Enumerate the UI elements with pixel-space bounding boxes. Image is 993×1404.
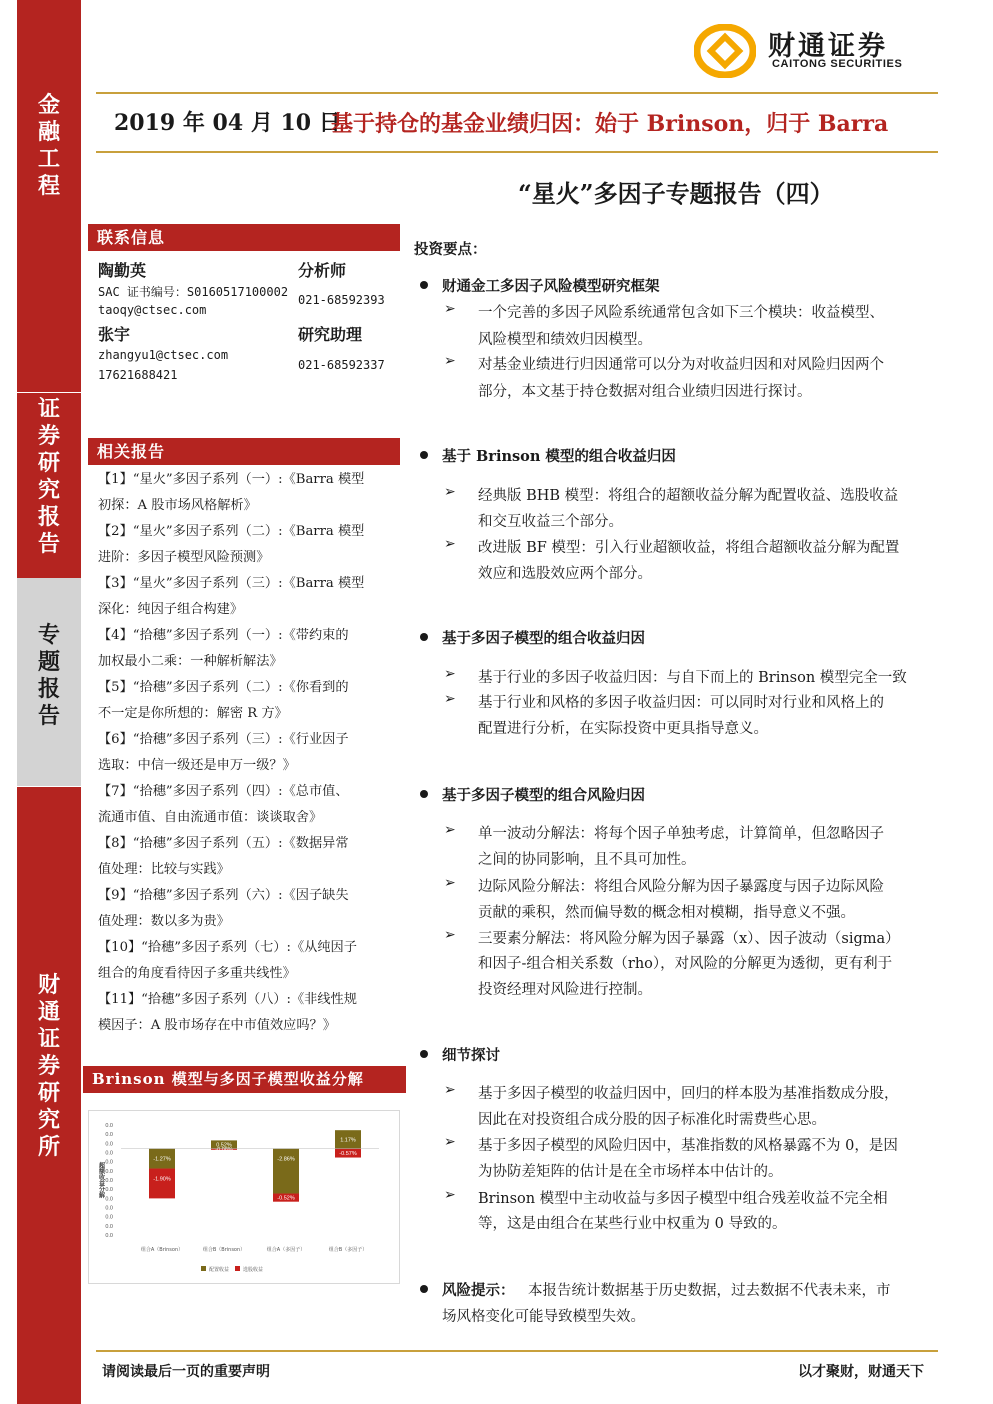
item-text: 改进版 BF 模型：引入行业超额收益，将组合超额收益分解为配置 [478, 540, 900, 556]
chart-heading: Brinson 模型与多因子模型收益分解 [83, 1066, 406, 1093]
arrow-bullet-icon: ➢ [444, 666, 456, 682]
related-report-line[interactable]: 流通市值、自由流通市值：谈谈取舍》 [98, 810, 323, 825]
chart-data-label: -1.90% [153, 1176, 171, 1183]
arrow-bullet-icon: ➢ [444, 691, 456, 707]
sidebar-text-special: 专 题 报 告 [37, 622, 60, 729]
related-report-line[interactable]: 【11】“拾穗”多因子系列（八）:《非线性规 [98, 992, 357, 1007]
related-report-line[interactable]: 选取：中信一级还是申万一级？》 [98, 758, 296, 773]
analyst-cert: SAC 证书编号：S0160517100002 [98, 285, 289, 299]
legend-swatch [201, 1266, 206, 1271]
header-bottom-rule [96, 151, 938, 153]
related-report-line[interactable]: 深化：纯因子组合构建》 [98, 602, 244, 617]
arrow-bullet-icon: ➢ [444, 927, 456, 943]
y-tick-label: 0.0 [105, 1178, 113, 1184]
related-report-line[interactable]: 加权最小二乘：一种解析解法》 [98, 654, 283, 669]
section-title-details: 细节探讨 [442, 1047, 500, 1064]
report-date: 2019 年 04 月 10 日 [114, 110, 341, 136]
section-title-framework: 财通金工多因子风险模型研究框架 [442, 278, 660, 295]
y-tick-label: 0.0 [105, 1214, 113, 1221]
company-logo [694, 22, 924, 78]
analyst-phone: 021-68592393 [298, 293, 385, 307]
footer-rule [96, 1350, 938, 1352]
item-text: 等，这是由组合在某些行业中权重为 0 导致的。 [478, 1216, 787, 1232]
chart-data-label: -0.08% [215, 1147, 233, 1154]
logo-chinese-name: 财通证券 [768, 31, 888, 62]
item-text: 边际风险分解法：将组合风险分解为因子暴露度与因子边际风险 [478, 879, 884, 895]
assistant-phone: 021-68592337 [298, 358, 385, 372]
item-text: 配置进行分析，在实际投资中更具指导意义。 [478, 721, 768, 737]
bullet-dot-icon [420, 1285, 428, 1293]
item-text: 单一波动分解法：将每个因子单独考虑，计算简单，但忽略因子 [478, 826, 884, 842]
related-reports-heading: 相关报告 [88, 438, 400, 465]
footer-slogan: 以才聚财，财通天下 [798, 1364, 924, 1380]
legend-swatch [235, 1266, 240, 1271]
item-text: 投资经理对风险进行控制。 [478, 982, 652, 998]
risk-text-line2: 场风格变化可能导致模型失效。 [442, 1309, 645, 1325]
related-report-line[interactable]: 【6】“拾穗”多因子系列（三）:《行业因子 [98, 732, 349, 747]
highlights-heading: 投资要点： [414, 241, 487, 258]
sidebar-text-finance: 金 融 工 程 [37, 92, 60, 199]
analyst-role: 分析师 [298, 261, 347, 280]
chart-data-label: -0.57% [339, 1151, 357, 1158]
arrow-bullet-icon: ➢ [444, 1134, 456, 1150]
stacked-bar-chart [89, 1111, 399, 1283]
logo-coin-icon [694, 24, 756, 78]
related-report-line[interactable]: 【1】“星火”多因子系列（一）:《Barra 模型 [98, 472, 365, 487]
item-text: 三要素分解法：将风险分解为因子暴露（x）、因子波动（sigma） [478, 931, 900, 947]
section-title-factor-return: 基于多因子模型的组合收益归因 [442, 630, 645, 647]
item-text: Brinson 模型中主动收益与多因子模型中组合残差收益不完全相 [478, 1191, 888, 1207]
related-report-line[interactable]: 【8】“拾穗”多因子系列（五）:《数据异常 [98, 836, 349, 851]
arrow-bullet-icon: ➢ [444, 822, 456, 838]
logo-english-name: CAITONG SECURITIES [772, 58, 903, 70]
x-tick-label: 组合B（Brinson） [202, 1247, 246, 1253]
related-report-line[interactable]: 【5】“拾穗”多因子系列（二）:《你看到的 [98, 680, 349, 695]
y-tick-label: 0.0 [105, 1150, 113, 1157]
section-title-brinson: 基于 Brinson 模型的组合收益归因 [442, 448, 676, 465]
chart-data-label: 1.17% [340, 1137, 356, 1144]
analyst-name: 陶勤英 [98, 261, 147, 280]
sidebar-text-research: 证 券 研 究 报 告 [37, 396, 60, 557]
related-report-line[interactable]: 值处理：比较与实践》 [98, 862, 230, 877]
x-tick-label: 组合A（Brinson） [140, 1247, 184, 1253]
item-text: 贡献的乘积，然而偏导数的概念相对模糊，指导意义不强。 [478, 905, 855, 921]
header-top-rule [96, 92, 938, 94]
risk-text-line1: 本报告统计数据基于历史数据，过去数据不代表未来，市 [528, 1283, 891, 1299]
item-text: 基于多因子模型的风险归因中，基准指数的风格暴露不为 0，是因 [478, 1138, 898, 1154]
risk-label: 风险提示： [442, 1282, 515, 1299]
analyst-email[interactable]: taoqy@ctsec.com [98, 303, 207, 317]
item-text: 为协防差矩阵的估计是在全市场样本中估计的。 [478, 1164, 783, 1180]
related-report-line[interactable]: 【7】“拾穗”多因子系列（四）:《总市值、 [98, 784, 349, 799]
item-text: 一个完善的多因子风险系统通常包含如下三个模块：收益模型、 [478, 305, 884, 321]
y-tick-label: 0.0 [105, 1123, 113, 1129]
footer-disclaimer[interactable]: 请阅读最后一页的重要声明 [102, 1364, 270, 1380]
chart-data-label: -2.86% [277, 1156, 295, 1163]
related-report-line[interactable]: 不一定是你所想的：解密 R 方》 [98, 706, 288, 721]
item-text: 之间的协同影响，且不具可加性。 [478, 852, 696, 868]
chart-bar-selection [149, 1169, 175, 1199]
chart-bar-allocation [273, 1149, 299, 1194]
arrow-bullet-icon: ➢ [444, 1187, 456, 1203]
bullet-dot-icon [420, 790, 428, 798]
assistant-name: 张宇 [98, 325, 131, 344]
y-tick-label: 0.0 [105, 1168, 113, 1175]
y-axis-label: 超额收益分解 [97, 1162, 105, 1198]
item-text: 基于多因子模型的收益归因中，回归的样本股为基准指数成分股， [478, 1086, 899, 1102]
related-report-line[interactable]: 组合的角度看待因子多重共线性》 [98, 966, 296, 981]
chart-data-label: -0.52% [277, 1195, 295, 1202]
bullet-dot-icon [420, 633, 428, 641]
item-text: 风险模型和绩效归因模型。 [478, 332, 652, 348]
arrow-bullet-icon: ➢ [444, 484, 456, 500]
assistant-mobile: 17621688421 [98, 368, 178, 382]
sidebar-text-institute: 财 通 证 券 研 究 所 [37, 972, 60, 1160]
item-text: 经典版 BHB 模型：将组合的超额收益分解为配置收益、选股收益 [478, 488, 899, 504]
item-text: 基于行业的多因子收益归因：与自下而上的 Brinson 模型完全一致 [478, 670, 907, 686]
report-title: 基于持仓的基金业绩归因：始于 Brinson，归于 Barra [331, 111, 889, 137]
related-report-line[interactable]: 值处理：数以多为贵》 [98, 914, 230, 929]
arrow-bullet-icon: ➢ [444, 1082, 456, 1098]
item-text: 因此在对投资组合成分股的因子标准化时需费些心思。 [478, 1112, 826, 1128]
bullet-dot-icon [420, 1050, 428, 1058]
arrow-bullet-icon: ➢ [444, 353, 456, 369]
arrow-bullet-icon: ➢ [444, 301, 456, 317]
related-report-line[interactable]: 进阶：多因子模型风险预测》 [98, 550, 270, 565]
item-text: 和因子-组合相关系数（rho），对风险的分解更为透彻，更有利于 [478, 956, 893, 972]
y-tick-label: 0.0 [105, 1141, 113, 1148]
report-subtitle: “星火”多因子专题报告（四） [518, 179, 834, 208]
related-report-line[interactable]: 【3】“星火”多因子系列（三）:《Barra 模型 [98, 576, 365, 591]
chart-data-label: 0.52% [216, 1142, 232, 1149]
bullet-dot-icon [420, 281, 428, 289]
y-tick-label: 0.0 [105, 1196, 113, 1203]
item-text: 效应和选股效应两个部分。 [478, 566, 652, 582]
item-text: 基于行业和风格的多因子收益归因：可以同时对行业和风格上的 [478, 695, 884, 711]
left-sidebar [17, 0, 81, 1404]
related-report-line[interactable]: 模因子：A 股市场存在中市值效应吗？》 [98, 1018, 336, 1033]
x-tick-label: 组合B（多因子） [328, 1247, 368, 1253]
assistant-email[interactable]: zhangyu1@ctsec.com [98, 348, 229, 362]
item-text: 对基金业绩进行归因通常可以分为对收益归因和对风险归因两个 [478, 357, 884, 373]
related-report-line[interactable]: 【10】“拾穗”多因子系列（七）:《从纯因子 [98, 940, 357, 955]
legend-label: 配置收益 [209, 1267, 230, 1273]
related-report-line[interactable]: 【2】“星火”多因子系列（二）:《Barra 模型 [98, 524, 365, 539]
bullet-dot-icon [420, 451, 428, 459]
y-tick-label: 0.0 [105, 1223, 113, 1230]
y-tick-label: 0.0 [105, 1159, 113, 1166]
item-text: 和交互收益三个部分。 [478, 514, 623, 530]
y-tick-label: 0.0 [105, 1205, 113, 1212]
related-reports-list [98, 467, 390, 1039]
assistant-role: 研究助理 [298, 325, 363, 344]
y-tick-label: 0.0 [105, 1132, 113, 1139]
related-report-line[interactable]: 【4】“拾穗”多因子系列（一）:《带约束的 [98, 628, 349, 643]
arrow-bullet-icon: ➢ [444, 536, 456, 552]
y-tick-label: 0.0 [105, 1233, 113, 1239]
chart-data-label: -1.27% [153, 1156, 171, 1163]
item-text: 部分，本文基于持仓数据对组合业绩归因进行探讨。 [478, 384, 812, 400]
y-tick-label: 0.0 [105, 1187, 113, 1194]
related-report-line[interactable]: 初探：A 股市场风格解析》 [98, 498, 257, 513]
arrow-bullet-icon: ➢ [444, 875, 456, 891]
chart-container [88, 1110, 400, 1284]
section-title-factor-risk: 基于多因子模型的组合风险归因 [442, 787, 645, 804]
x-tick-label: 组合A（多因子） [266, 1247, 306, 1253]
contact-heading: 联系信息 [88, 224, 400, 251]
legend-label: 选股收益 [243, 1267, 264, 1273]
related-report-line[interactable]: 【9】“拾穗”多因子系列（六）:《因子缺失 [98, 888, 349, 903]
